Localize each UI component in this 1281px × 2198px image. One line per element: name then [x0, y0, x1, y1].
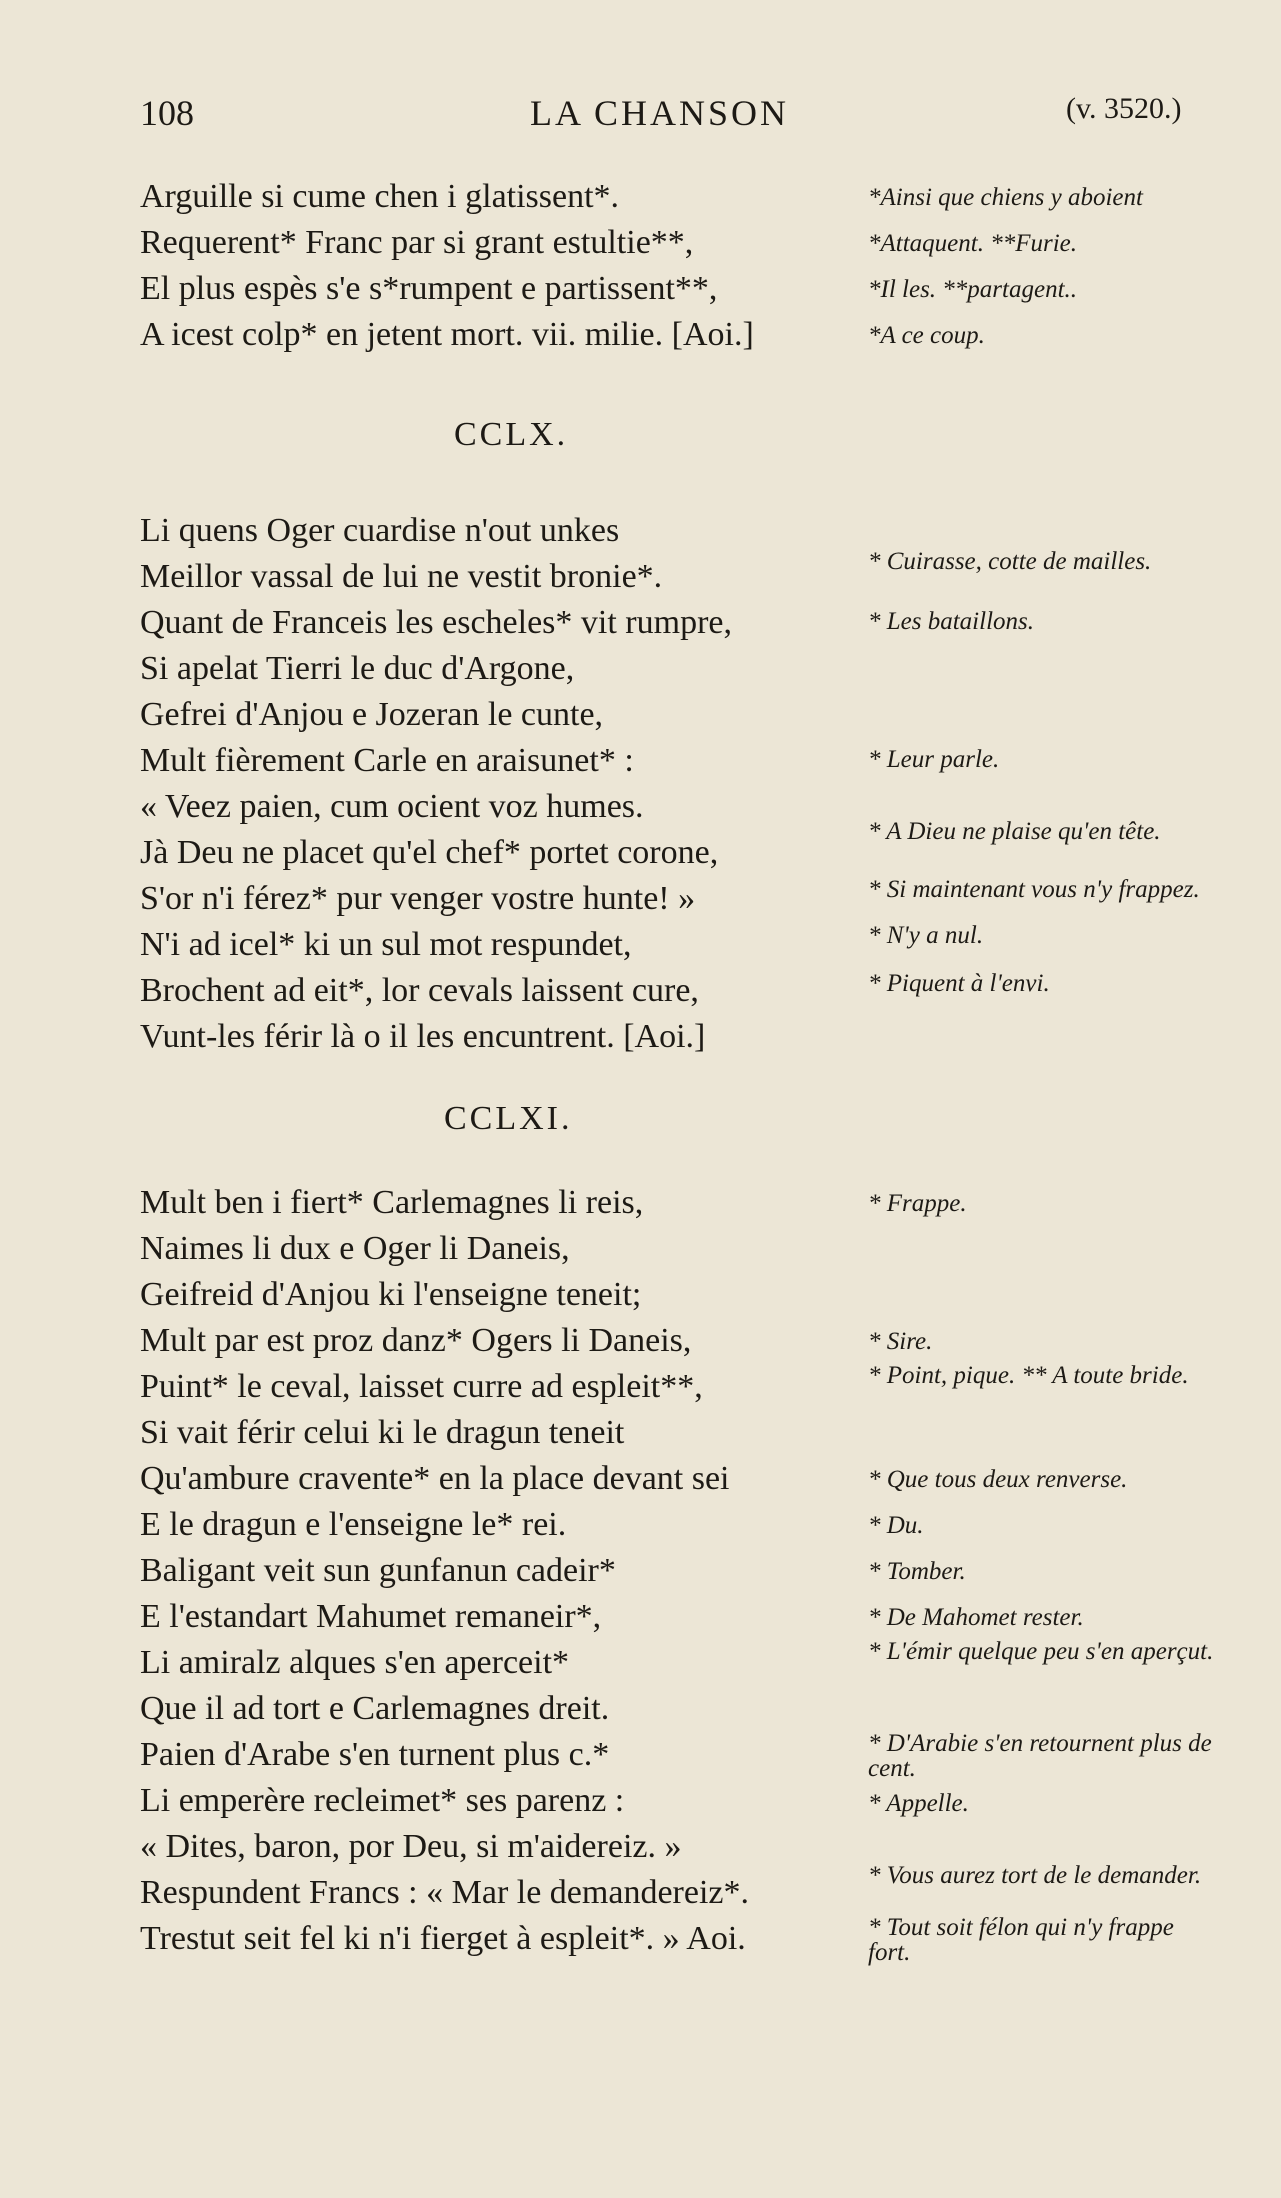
verse-line: Naimes li dux e Oger li Daneis, [140, 1230, 570, 1267]
marginal-gloss: *Attaquent. **Furie. [868, 230, 1077, 257]
running-title: LA CHANSON [530, 93, 790, 133]
verse-line: Mult fièrement Carle en araisunet* : [140, 742, 634, 779]
marginal-gloss: * Sire. [868, 1328, 933, 1355]
verse-line: Jà Deu ne placet qu'el chef* portet corone, [140, 834, 719, 871]
verse-line: Gefrei d'Anjou e Jozeran le cunte, [140, 696, 604, 733]
marginal-gloss: * Vous aurez tort de le demander. [868, 1862, 1202, 1889]
verse-line: Vunt-les férir là o il les encuntrent. [Aoi.] [140, 1018, 706, 1055]
marginal-gloss: * Leur parle. [868, 746, 1000, 773]
verse-line: Li amiralz alques s'en aperceit* [140, 1644, 570, 1681]
verse-line: Si vait férir celui ki le dragun teneit [140, 1414, 625, 1451]
marginal-gloss: * Si maintenant vous n'y frappez. [868, 876, 1200, 903]
verse-line: Li quens Oger cuardise n'out unkes [140, 512, 620, 549]
verse-line: E l'estandart Mahumet remaneir*, [140, 1598, 602, 1635]
verse-reference: (v. 3520.) [1066, 92, 1182, 125]
verse-line: Puint* le ceval, laisset curre ad espleit**, [140, 1368, 703, 1405]
page-number: 108 [140, 93, 194, 133]
marginal-gloss: * Frappe. [868, 1190, 967, 1217]
verse-line: Geifreid d'Anjou ki l'enseigne teneit; [140, 1276, 642, 1313]
marginal-gloss: * N'y a nul. [868, 922, 984, 949]
verse-line: E le dragun e l'enseigne le* rei. [140, 1506, 567, 1543]
verse-line: A icest colp* en jetent mort. vii. milie. [Aoi.] [140, 316, 754, 353]
marginal-gloss: *A ce coup. [868, 322, 985, 349]
verse-line: Si apelat Tierri le duc d'Argone, [140, 650, 575, 687]
verse-line: Qu'ambure cravente* en la place devant sei [140, 1460, 730, 1497]
verse-line: Respundent Francs : « Mar le demandereiz*. [140, 1874, 749, 1911]
marginal-gloss: *Il les. **partagent.. [868, 276, 1078, 303]
marginal-gloss: * L'émir quelque peu s'en aperçut. [868, 1638, 1214, 1665]
verse-line: Li emperère recleimet* ses parenz : [140, 1782, 625, 1819]
marginal-gloss: * Que tous deux renverse. [868, 1466, 1128, 1493]
marginal-gloss: * Point, pique. ** A toute bride. [868, 1362, 1189, 1389]
marginal-gloss: *Ainsi que chiens y aboient [868, 184, 1143, 211]
marginal-gloss: * Du. [868, 1512, 924, 1539]
verse-line: El plus espès s'e s*rumpent e partissent**, [140, 270, 718, 307]
verse-line: Requerent* Franc par si grant estultie**, [140, 224, 694, 261]
verse-line: Mult ben i fiert* Carlemagnes li reis, [140, 1184, 644, 1221]
verse-line: Paien d'Arabe s'en turnent plus c.* [140, 1736, 610, 1773]
verse-line: S'or n'i férez* pur venger vostre hunte! » [140, 880, 696, 917]
verse-line: Quant de Franceis les escheles* vit rumpre, [140, 604, 732, 641]
verse-line: Baligant veit sun gunfanun cadeir* [140, 1552, 616, 1589]
marginal-gloss: * Tout soit félon qui n'y frappe fort. [868, 1914, 1174, 1966]
marginal-gloss: * Cuirasse, cotte de mailles. [868, 548, 1152, 575]
verse-line: N'i ad icel* ki un sul mot respundet, [140, 926, 632, 963]
marginal-gloss: * De Mahomet rester. [868, 1604, 1084, 1631]
marginal-gloss: * A Dieu ne plaise qu'en tête. [868, 818, 1161, 845]
verse-line: Que il ad tort e Carlemagnes dreit. [140, 1690, 610, 1727]
marginal-gloss: * Piquent à l'envi. [868, 970, 1050, 997]
marginal-gloss: * Les bataillons. [868, 608, 1034, 635]
verse-line: Mult par est proz danz* Ogers li Daneis, [140, 1322, 692, 1359]
verse-line: Brochent ad eit*, lor cevals laissent cure, [140, 972, 699, 1009]
verse-line: Trestut seit fel ki n'i fierget à espleit*. » Aoi. [140, 1920, 746, 1957]
verse-line: « Veez paien, cum ocient voz humes. [140, 788, 644, 825]
verse-line: « Dites, baron, por Deu, si m'aidereiz. » [140, 1828, 682, 1865]
marginal-gloss: * Tomber. [868, 1558, 966, 1585]
marginal-gloss: * D'Arabie s'en retournent plus de cent. [868, 1730, 1212, 1782]
verse-line: Meillor vassal de lui ne vestit bronie*. [140, 558, 663, 595]
section-heading: CCLXI. [444, 1100, 573, 1137]
marginal-gloss: * Appelle. [868, 1790, 969, 1817]
section-heading: CCLX. [454, 416, 569, 453]
verse-line: Arguille si cume chen i glatissent*. [140, 178, 620, 215]
